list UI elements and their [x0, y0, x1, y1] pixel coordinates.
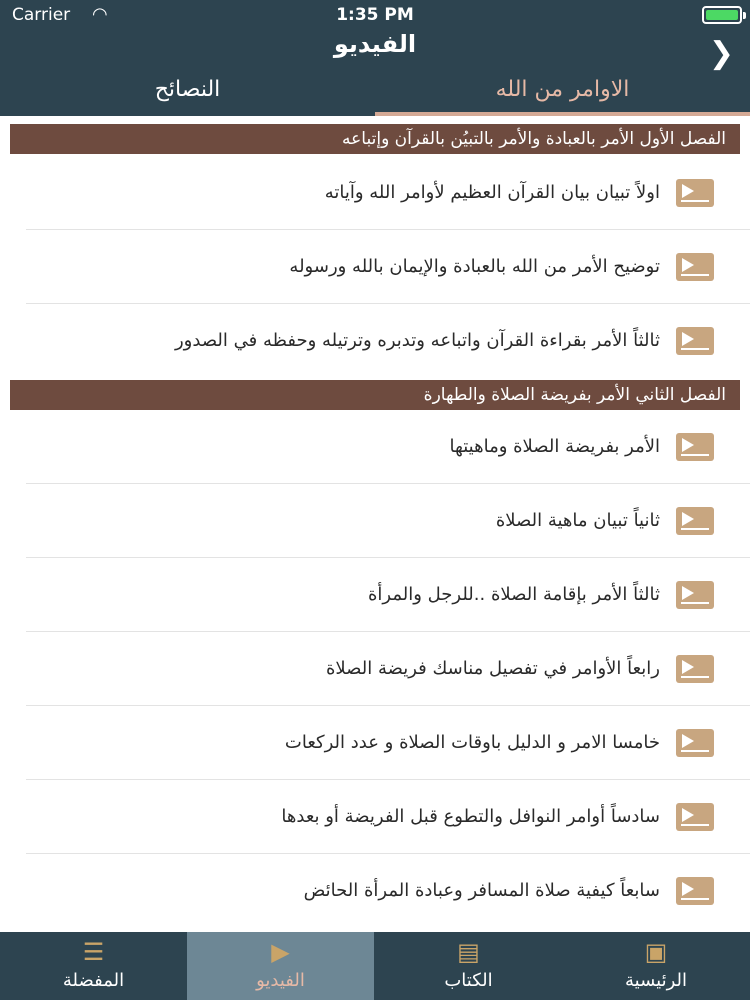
video-icon [676, 729, 714, 757]
top-bar [0, 0, 750, 116]
list-item[interactable] [0, 304, 750, 378]
list-item[interactable] [0, 706, 750, 780]
list-item-label: خامسا الامر و الدليل باوقات الصلاة و عدد الركعات [284, 732, 660, 753]
video-icon [676, 253, 714, 281]
status-bar [0, 0, 750, 30]
video-icon [676, 803, 714, 831]
video-icon [676, 655, 714, 683]
list-item-label: ثانياً تبيان ماهية الصلاة [495, 510, 660, 531]
wifi-icon: ◠ [92, 4, 108, 25]
video-icon [676, 433, 714, 461]
video-list[interactable] [0, 116, 750, 932]
video-icon [676, 507, 714, 535]
tabbar-label: الرئيسية [625, 970, 687, 991]
list-item-label: الأمر بفريضة الصلاة وماهيتها [449, 436, 660, 457]
tab-advice[interactable]: النصائح [154, 77, 221, 102]
video-icon [676, 581, 714, 609]
list-item[interactable] [0, 156, 750, 230]
list-item-label: سادساً أوامر النوافل والتطوع قبل الفريضة أو بعدها [281, 806, 660, 827]
carrier-label: Carrier [12, 5, 71, 25]
list-item[interactable] [0, 410, 750, 484]
tabbar-label: الفيديو [256, 970, 305, 991]
video-icon [676, 877, 714, 905]
tabbar-label: الكتاب [444, 970, 493, 991]
tabbar-video[interactable] [187, 932, 374, 1000]
video-icon [676, 327, 714, 355]
section-header: الفصل الثاني الأمر بفريضة الصلاة والطهارة [10, 380, 740, 410]
list-icon: ☰ [82, 938, 105, 966]
list-item[interactable] [0, 484, 750, 558]
tabbar-book[interactable] [375, 932, 562, 1000]
section-header: الفصل الأول الأمر بالعبادة والأمر بالتبيُن بالقرآن وإتباعه [10, 124, 740, 154]
page-title: الفيديو [333, 30, 417, 58]
bottom-tab-bar [0, 932, 750, 1000]
battery-icon [702, 6, 742, 24]
list-item[interactable] [0, 558, 750, 632]
list-item-label: توضيح الأمر من الله بالعبادة والإيمان بالله ورسوله [289, 256, 660, 277]
list-item[interactable] [0, 632, 750, 706]
list-item-label: اولاً تبيان بيان القرآن العظيم لأوامر الله وآياته [324, 182, 660, 203]
list-item-label: رابعاً الأوامر في تفصيل مناسك فريضة الصلاة [325, 658, 660, 679]
back-chevron-icon[interactable]: ❯ [708, 36, 734, 71]
list-item[interactable] [0, 780, 750, 854]
tabbar-label: المفضلة [62, 970, 125, 991]
video-icon [676, 179, 714, 207]
tab-commands[interactable]: الاوامر من الله [375, 68, 750, 116]
list-item[interactable] [0, 854, 750, 928]
video-icon: ▶ [271, 938, 290, 966]
home-book-icon: ▣ [644, 938, 668, 966]
list-item-label: سابعاً كيفية صلاة المسافر وعبادة المرأة الحائض [303, 880, 660, 901]
status-time: 1:35 PM [336, 5, 414, 25]
list-item-label: ثالثاً الأمر بقراءة القرآن واتباعه وتدبره وترتيله وحفظه في الصدور [174, 330, 660, 351]
segment-tabs [0, 68, 750, 116]
tabbar-home[interactable] [562, 932, 750, 1000]
list-item[interactable] [0, 230, 750, 304]
tabbar-favorites[interactable] [0, 932, 187, 1000]
list-item-label: ثالثاً الأمر بإقامة الصلاة ..للرجل والمرأة [367, 584, 660, 605]
book-icon: ▤ [457, 938, 480, 966]
